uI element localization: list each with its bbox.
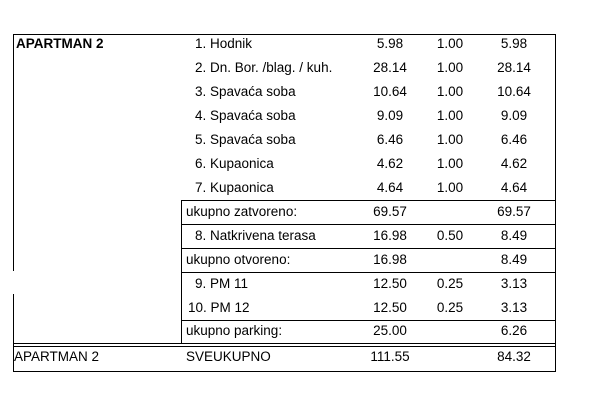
subtotal-closed-net: 69.57 (497, 204, 531, 219)
room-coef: 1.00 (436, 132, 464, 147)
room-net: 5.98 (500, 36, 528, 51)
room-coef: 1.00 (436, 60, 464, 75)
room-area: 6.46 (376, 132, 404, 147)
subtotal-open-net: 8.49 (500, 252, 528, 267)
subtotal-parking-area: 25.00 (373, 323, 407, 338)
room-coef: 1.00 (436, 180, 464, 195)
room-coef: 1.00 (436, 156, 464, 171)
rule-closed-top (181, 200, 556, 201)
rule-total-bottom (13, 371, 556, 372)
subtotal-parking-net: 6.26 (500, 323, 528, 338)
left-border-upper (13, 34, 14, 271)
room-area: 5.98 (376, 36, 404, 51)
subtotal-parking-label: ukupno parking: (186, 323, 283, 338)
subtotal-open-area: 16.98 (373, 252, 407, 267)
parking-coef: 0.25 (436, 276, 464, 291)
right-border (555, 34, 556, 372)
room-net: 4.64 (500, 180, 528, 195)
terrace-coef: 0.50 (436, 228, 464, 243)
parking-name: 10. PM 12 (188, 300, 250, 315)
parking-name: 9. PM 11 (195, 276, 249, 291)
rule-closed-bottom (181, 224, 556, 225)
parking-area: 12.50 (373, 276, 407, 291)
room-name: 4. Spavaća soba (195, 108, 296, 123)
room-name: 3. Spavaća soba (195, 84, 296, 99)
room-area: 10.64 (373, 84, 407, 99)
room-net: 10.64 (497, 84, 531, 99)
room-area: 4.64 (376, 180, 404, 195)
rule-open-bottom (181, 272, 556, 273)
total-label: SVEUKUPNO (186, 349, 271, 364)
room-coef: 1.00 (436, 84, 464, 99)
parking-area: 12.50 (373, 300, 407, 315)
room-net: 28.14 (497, 60, 531, 75)
room-name: 1. Hodnik (195, 36, 253, 51)
rule-total-top-1 (13, 343, 556, 344)
rule-total-top-2 (13, 346, 556, 347)
room-name: 5. Spavaća soba (195, 132, 296, 147)
terrace-name: 8. Natkrivena terasa (195, 228, 316, 243)
room-area: 4.62 (376, 156, 404, 171)
room-net: 6.46 (500, 132, 528, 147)
room-net: 4.62 (500, 156, 528, 171)
total-net: 84.32 (497, 349, 531, 364)
total-area: 111.55 (370, 349, 410, 364)
terrace-area: 16.98 (373, 228, 407, 243)
subtotal-closed-label: ukupno zatvoreno: (186, 204, 298, 219)
parking-net: 3.13 (500, 300, 528, 315)
subtotal-open-label: ukupno otvoreno: (186, 252, 291, 267)
total-apartment-label: APARTMAN 2 (14, 349, 100, 364)
subtotal-closed-area: 69.57 (373, 204, 407, 219)
rule-parking-top (181, 320, 556, 321)
apartment-title: APARTMAN 2 (16, 36, 104, 51)
room-name: 2. Dn. Bor. /blag. / kuh. (195, 60, 333, 75)
room-coef: 1.00 (436, 108, 464, 123)
room-area: 28.14 (373, 60, 407, 75)
room-coef: 1.00 (436, 36, 464, 51)
room-name: 7. Kupaonica (195, 180, 274, 195)
parking-coef: 0.25 (436, 300, 464, 315)
room-area: 9.09 (376, 108, 404, 123)
rule-open-top (181, 248, 556, 249)
terrace-net: 8.49 (500, 228, 528, 243)
parking-net: 3.13 (500, 276, 528, 291)
room-net: 9.09 (500, 108, 528, 123)
room-name: 6. Kupaonica (195, 156, 274, 171)
